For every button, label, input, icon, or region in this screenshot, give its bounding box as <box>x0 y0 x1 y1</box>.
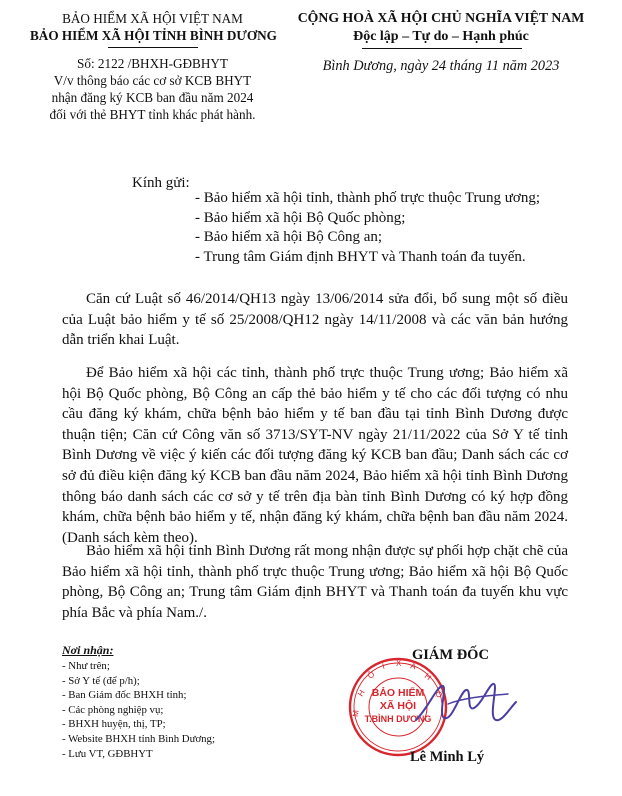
footer-recipient-item: - BHXH huyện, thị, TP; <box>62 718 166 731</box>
header-left-underline <box>108 47 198 48</box>
svg-text:M: M <box>351 709 361 718</box>
header-motto: Độc lập – Tự do – Hạnh phúc <box>353 29 529 44</box>
greeting-label: Kính gửi: <box>132 175 190 191</box>
body-paragraph-1: Căn cứ Luật số 46/2014/QH13 ngày 13/06/2014 sửa đổi, bổ sung một số điều của Luật bảo hiểm y tế số 25/2008/QH12 ngày 14/11/2008 và các văn bản hướng dẫn triển khai Luật. <box>62 291 568 349</box>
footer-recipient-item: - Ban Giám đốc BHXH tỉnh; <box>62 689 187 702</box>
subject-line-1: V/v thông báo các cơ sở KCB BHYT <box>53 73 252 88</box>
header-right-underline <box>362 48 522 49</box>
signature-title: GIÁM ĐỐC <box>412 647 489 663</box>
body-paragraph-3: Bảo hiểm xã hội tỉnh Bình Dương rất mong nhận được sự phối hợp chặt chẽ của Bảo hiểm xã hội tỉnh, thành phố trực thuộc Trung ương; Bảo hiểm xã hội Bộ Quốc phòng, Bộ Công an; Trung tâm Giám định BHYT và Thanh toán đa tuyến khu vực phía Bắc và phía Nam./. <box>62 543 568 621</box>
seal-line-2: XÃ HỘI <box>379 700 417 712</box>
footer-recipient-item: - Sở Y tế (để p/h); <box>62 674 140 687</box>
recipients-footer <box>62 642 215 761</box>
body-paragraph-2: Để Bảo hiểm xã hội các tỉnh, thành phố trực thuộc Trung ương; Bảo hiểm xã hội Bộ Quốc phòng, Bộ Công an cấp thẻ bảo hiểm y tế cho các đối tượng có nhu cầu đăng ký khám, chữa bệnh bảo hiểm y tế ban đầu tại tỉnh Bình Dương được thuận tiện; Căn cứ Công văn số 3713/SYT-NV ngày 21/11/2022 của Sở Y tế tỉnh Bình Dương về việc ý kiến các đối tượng đăng ký KCB ban đầu; Danh sách các cơ sở đủ điều kiện đăng ký KCB ban đầu năm 2024, Bảo hiểm xã hội tỉnh Bình Dương thông báo danh sách các cơ sở y tế trên địa bàn tỉnh Bình Dương có ký hợp đồng khám, chữa bệnh bảo hiểm y tế, nhận đăng ký khám, chữa bệnh ban đầu năm 2024. (Danh sách kèm theo). <box>62 365 568 546</box>
subject-line-3: đối với thẻ BHYT tỉnh khác phát hành. <box>49 107 256 122</box>
svg-text:Ộ: Ộ <box>365 669 377 681</box>
document-number: Số: 2122 /BHXH-GĐBHYT <box>77 56 228 71</box>
recipients-footer-title: Nơi nhận: <box>62 643 114 657</box>
svg-text:Ã: Ã <box>409 661 417 672</box>
svg-text:X: X <box>396 659 402 668</box>
header-country: CỘNG HOÀ XÃ HỘI CHỦ NGHĨA VIỆT NAM <box>297 10 585 25</box>
footer-recipient-item: - Website BHXH tỉnh Bình Dương; <box>62 732 215 745</box>
header-branch: BẢO HIỂM XÃ HỘI TỈNH BÌNH DƯƠNG <box>30 28 277 43</box>
greeting-recipients <box>195 189 540 267</box>
document-date: Bình Dương, ngày 24 tháng 11 năm 2023 <box>322 58 560 74</box>
svg-text:H: H <box>356 688 367 699</box>
seal-line-3: T.BÌNH DƯƠNG <box>364 714 432 724</box>
footer-recipient-item: - Các phòng nghiệp vụ; <box>62 703 164 716</box>
recipient-item: - Bảo hiểm xã hội tỉnh, thành phố trực thuộc Trung ương; <box>195 190 540 206</box>
subject-line-2: nhận đăng ký KCB ban đầu năm 2024 <box>51 90 254 105</box>
recipient-item: - Bảo hiểm xã hội Bộ Công an; <box>195 229 383 245</box>
recipient-item: - Bảo hiểm xã hội Bộ Quốc phòng; <box>195 209 406 226</box>
signer-name: Lê Minh Lý <box>410 749 485 765</box>
footer-recipient-item: - Lưu VT, GĐBHYT <box>62 747 153 760</box>
footer-recipient-item: - Như trên; <box>62 660 110 672</box>
handwritten-signature <box>408 668 528 738</box>
svg-text:H: H <box>422 671 433 683</box>
seal-line-1: BẢO HIỂM <box>371 687 425 699</box>
recipient-item: - Trung tâm Giám định BHYT và Thanh toán đa tuyến. <box>195 248 526 265</box>
svg-text:I: I <box>381 661 386 671</box>
svg-text:Ộ: Ộ <box>433 689 445 700</box>
header-agency: BẢO HIỂM XÃ HỘI VIỆT NAM <box>62 11 243 26</box>
